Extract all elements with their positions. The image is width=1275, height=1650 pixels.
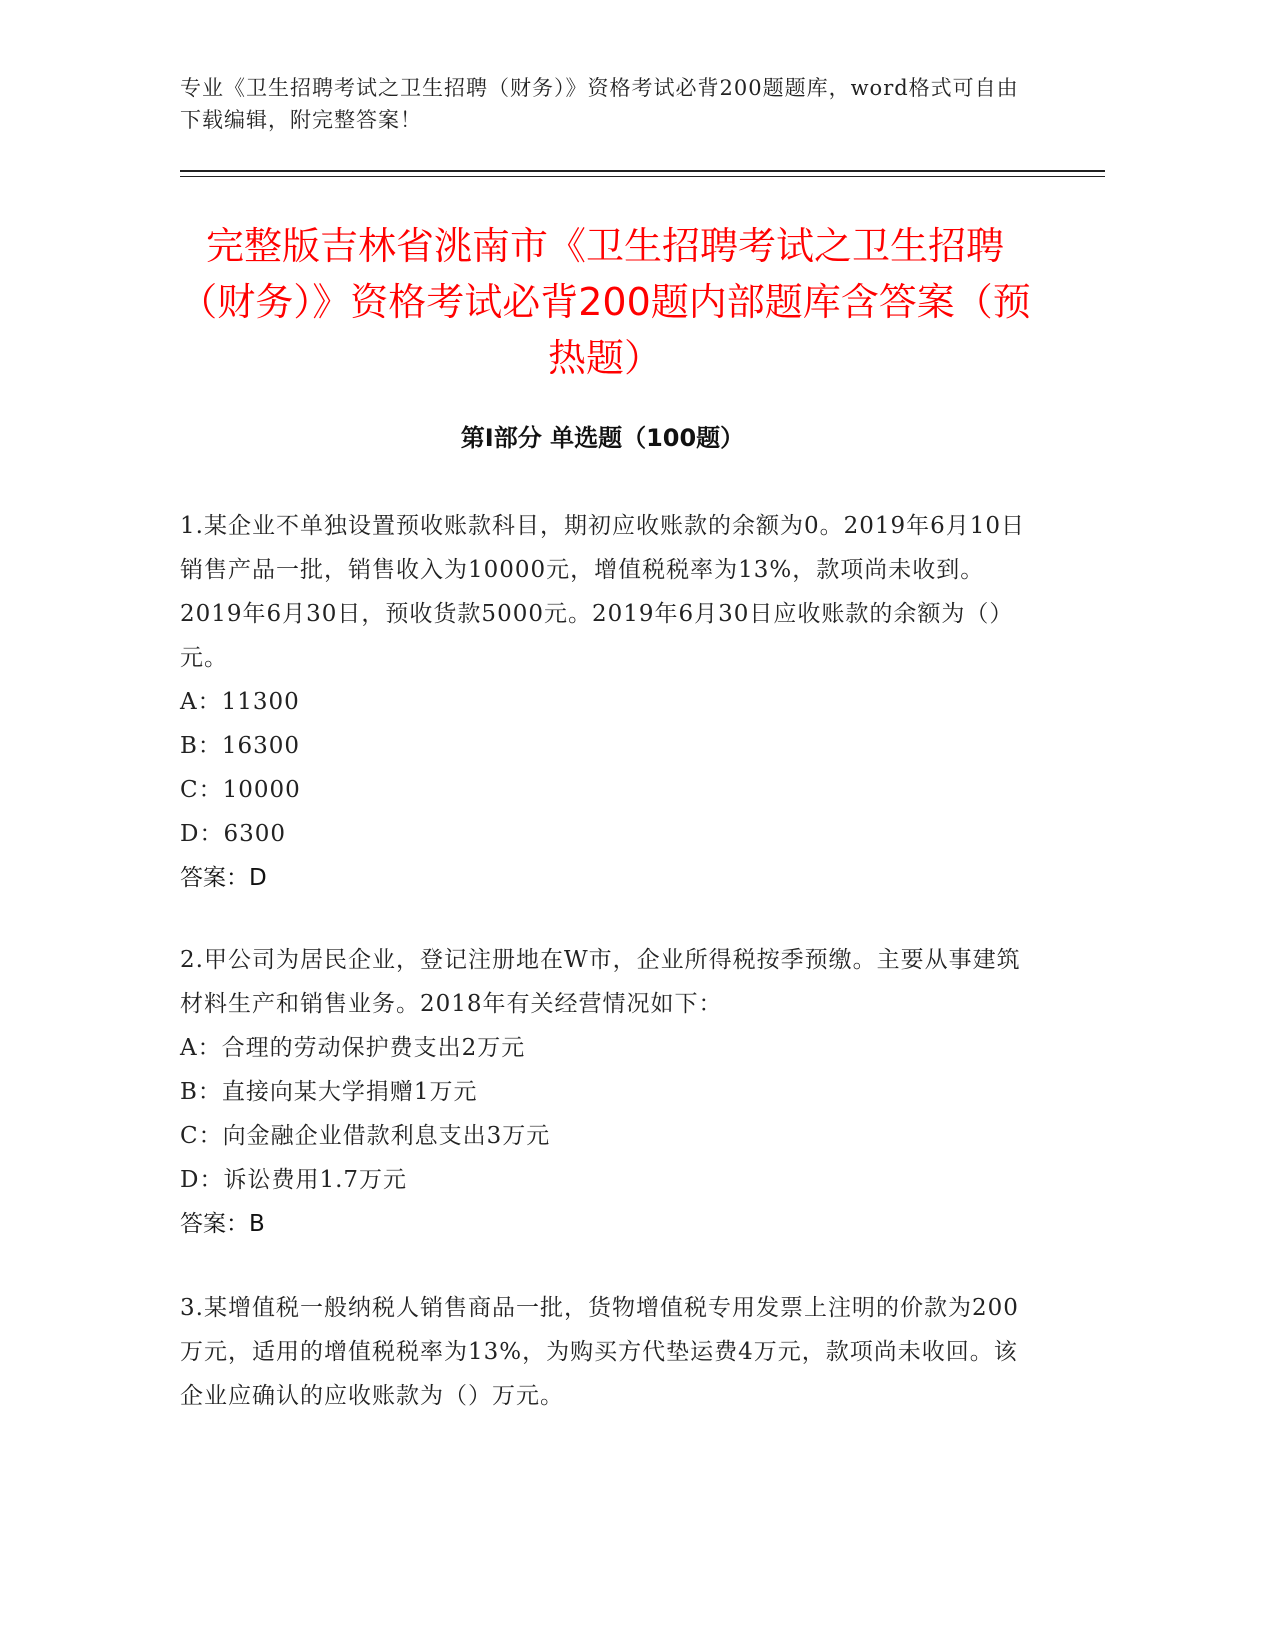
question-stem: 3.某增值税一般纳税人销售商品一批，货物增值税专用发票上注明的价款为200万元，适用的增值税税率为13%，为购买方代垫运费4万元，款项尚未收回。该企业应确认的应收账款为（）万元。 xyxy=(180,1295,1019,1409)
header-rule-thin xyxy=(180,176,1105,177)
answer: 答案：B xyxy=(180,1211,265,1237)
option-d: D：6300 xyxy=(180,821,286,847)
header-rule-thick xyxy=(180,170,1105,172)
question-1 xyxy=(180,504,1040,900)
option-d: D：诉讼费用1.7万元 xyxy=(180,1167,408,1193)
option-a: A：合理的劳动保护费支出2万元 xyxy=(180,1035,526,1061)
option-c: C：向金融企业借款利息支出3万元 xyxy=(180,1123,551,1149)
question-2 xyxy=(180,938,1040,1246)
option-c: C：10000 xyxy=(180,777,301,803)
option-b: B：16300 xyxy=(180,733,301,759)
question-stem: 1.某企业不单独设置预收账款科目，期初应收账款的余额为0。2019年6月10日销售产品一批，销售收入为10000元，增值税税率为13%，款项尚未收到。2019年6月30日，预收货款5000元。2019年6月30日应收账款的余额为（）元。 xyxy=(180,513,1026,671)
question-stem: 2.甲公司为居民企业，登记注册地在W市，企业所得税按季预缴。主要从事建筑材料生产和销售业务。2018年有关经营情况如下： xyxy=(180,947,1021,1017)
section-heading: 第I部分 单选题（100题） xyxy=(460,424,745,452)
question-3 xyxy=(180,1286,1040,1418)
answer: 答案：D xyxy=(180,865,267,891)
header-note: 专业《卫生招聘考试之卫生招聘（财务）》资格考试必背200题题库，word格式可自由下载编辑，附完整答案！ xyxy=(180,76,1019,132)
document-title: 完整版吉林省洮南市《卫生招聘考试之卫生招聘（财务）》资格考试必背200题内部题库含答案（预热题） xyxy=(179,224,1031,380)
option-a: A：11300 xyxy=(180,689,300,715)
option-b: B：直接向某大学捐赠1万元 xyxy=(180,1079,478,1105)
